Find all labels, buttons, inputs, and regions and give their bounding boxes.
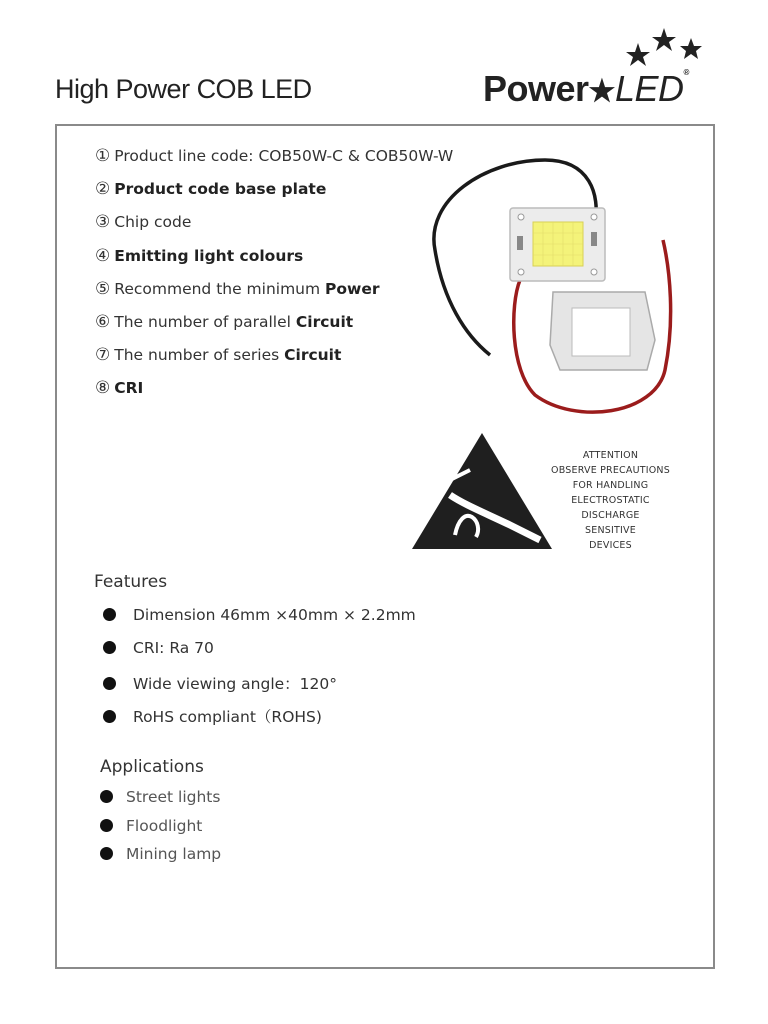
logo-star-icon: ★ <box>588 75 615 108</box>
features-heading: Features <box>94 572 168 592</box>
spec-item <box>95 246 453 279</box>
spec-bold-text: CRI <box>114 379 144 398</box>
application-item <box>100 845 221 874</box>
application-text: Street lights <box>126 788 221 806</box>
page-title: High Power COB LED <box>55 74 312 104</box>
bullet-icon <box>100 790 113 803</box>
spec-item <box>95 179 453 212</box>
spec-text: Chip code <box>114 213 192 232</box>
esd-line: FOR HANDLING <box>572 480 649 491</box>
application-item <box>100 817 221 846</box>
spec-item <box>95 312 453 345</box>
stars-icon <box>626 28 706 73</box>
esd-line: SENSITIVE <box>585 525 636 536</box>
bullet-icon <box>103 608 116 621</box>
esd-line: DISCHARGE <box>581 510 640 521</box>
features-list <box>103 606 416 738</box>
esd-warning-icon <box>410 425 560 555</box>
feature-text: Wide viewing angle：120° <box>133 675 338 693</box>
spec-item <box>95 212 453 245</box>
spec-bold-text: Product code base plate <box>114 180 327 199</box>
spec-bold-text: Circuit <box>295 312 354 331</box>
spec-number: ⑦ <box>95 345 111 366</box>
spec-list <box>95 146 453 412</box>
applications-heading: Applications <box>100 757 204 777</box>
spec-text: Recommend the minimum <box>114 279 326 298</box>
bullet-icon <box>103 710 116 723</box>
spec-bold-text: Circuit <box>284 346 342 365</box>
application-text: Floodlight <box>126 816 203 835</box>
esd-line: ATTENTION <box>582 450 639 461</box>
feature-text: CRI: Ra 70 <box>133 639 214 657</box>
application-item <box>100 788 221 817</box>
esd-line: DEVICES <box>589 540 632 551</box>
feature-item <box>103 705 416 738</box>
esd-notice-text <box>548 448 673 553</box>
spec-bold-text: Power <box>325 279 380 298</box>
feature-text: RoHS compliant（ROHS) <box>133 708 322 726</box>
spec-number: ⑥ <box>95 311 111 332</box>
bullet-icon <box>103 641 116 654</box>
cob-led-product-image <box>425 140 695 425</box>
feature-item <box>103 606 416 639</box>
brand-logo <box>480 28 720 108</box>
spec-number: ① <box>95 146 111 166</box>
feature-item <box>103 672 416 705</box>
spec-text: Product line code: COB50W-C & COB50W-W <box>114 147 454 165</box>
esd-line: OBSERVE PRECAUTIONS <box>551 465 670 476</box>
spec-item <box>95 279 453 312</box>
bullet-icon <box>100 847 113 860</box>
bullet-icon <box>103 677 116 690</box>
spec-number: ④ <box>95 245 111 266</box>
feature-text: Dimension 46mm ×40mm × 2.2mm <box>133 606 416 624</box>
feature-item <box>103 639 416 672</box>
spec-text: The number of series <box>114 346 285 365</box>
spec-bold-text: Emitting light colours <box>114 246 304 265</box>
spec-number: ③ <box>95 212 111 233</box>
logo-word-power: Power <box>483 68 589 109</box>
application-text: Mining lamp <box>126 845 222 863</box>
logo-word-led: LED <box>614 68 684 109</box>
spec-number: ② <box>95 179 111 200</box>
registered-mark: ® <box>683 68 689 77</box>
spec-text: The number of parallel <box>114 312 296 331</box>
spec-item <box>95 378 453 411</box>
spec-item <box>95 345 453 378</box>
spec-number: ⑧ <box>95 378 111 399</box>
esd-line: ELECTROSTATIC <box>571 495 650 506</box>
bullet-icon <box>100 819 113 832</box>
applications-list <box>100 788 221 874</box>
spec-number: ⑤ <box>95 278 111 299</box>
spec-item <box>95 146 453 179</box>
